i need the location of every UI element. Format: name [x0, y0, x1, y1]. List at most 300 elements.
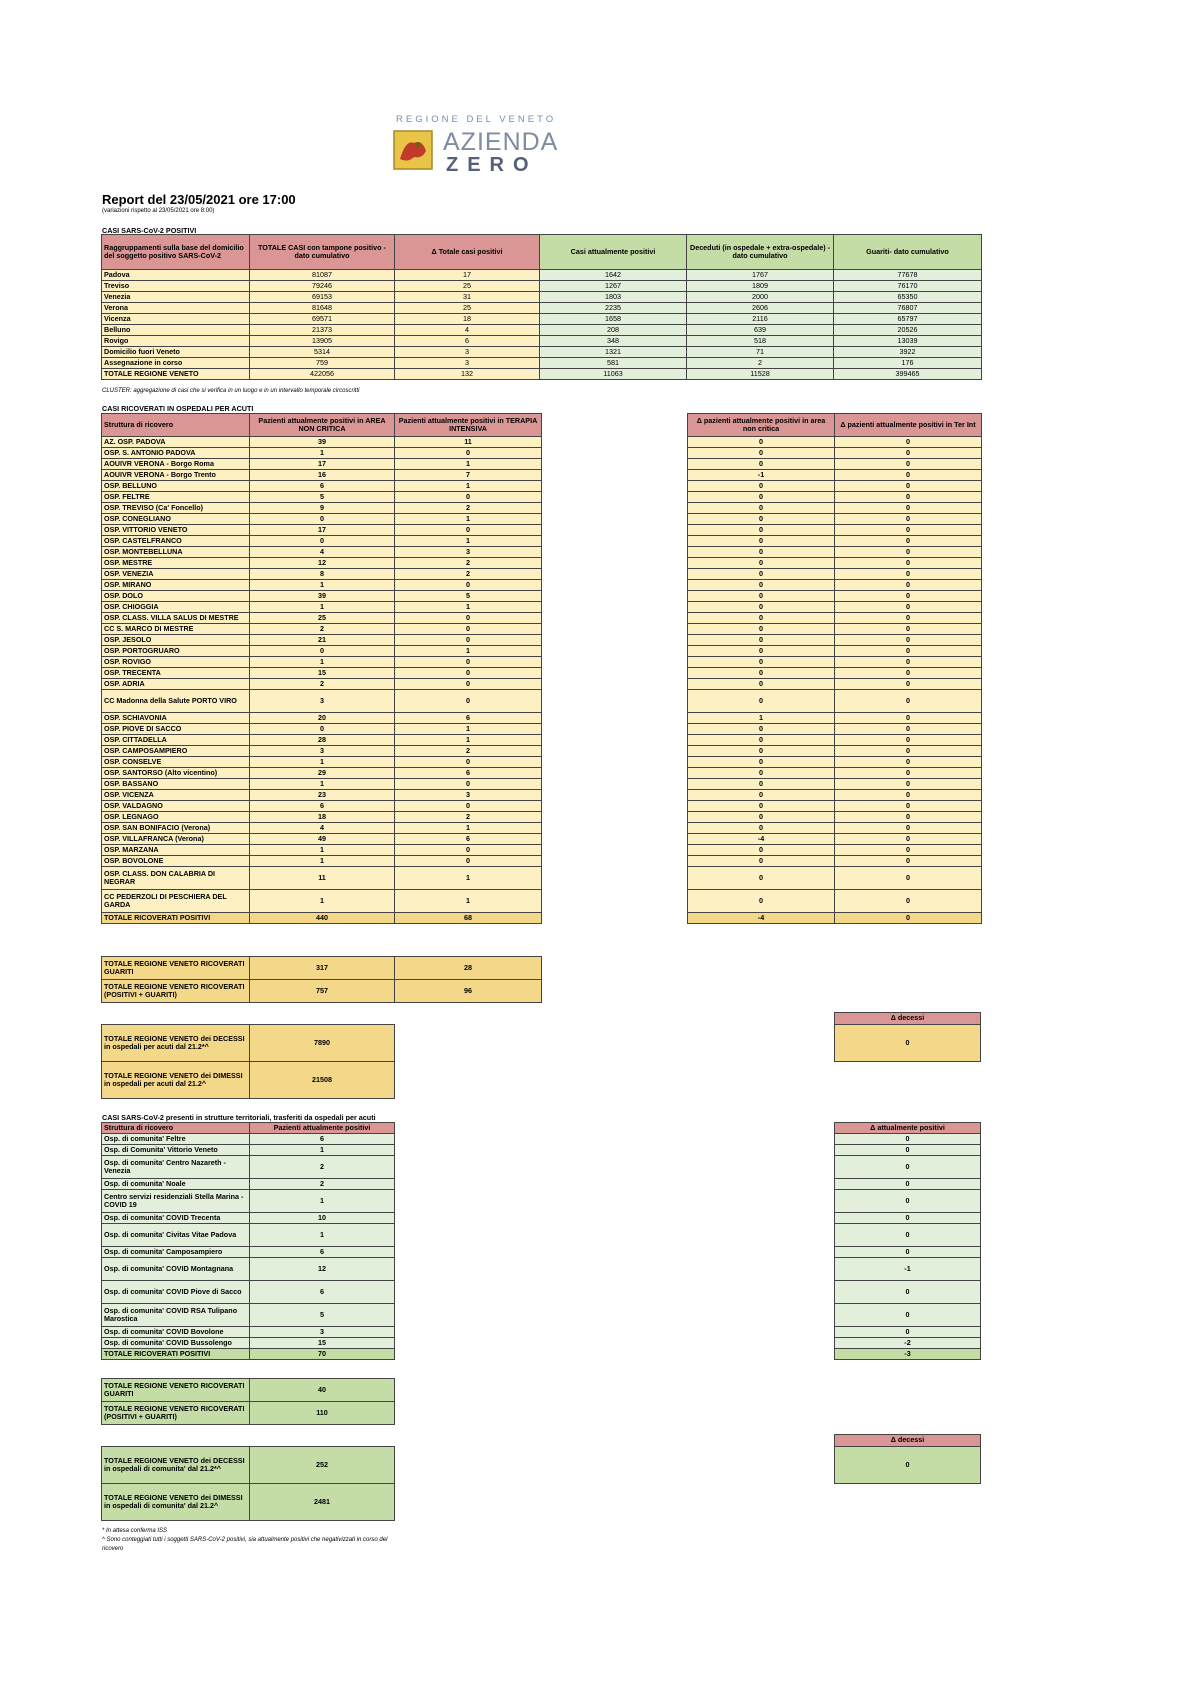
table-row — [102, 845, 542, 856]
cell-value: 348 — [540, 336, 687, 347]
cell-value: 0 — [835, 591, 982, 602]
cell-value: 0 — [688, 867, 835, 890]
cell-value: 3 — [395, 547, 542, 558]
cell-value: 0 — [395, 624, 542, 635]
table-row — [102, 913, 542, 924]
cell-value: 0 — [835, 470, 982, 481]
table-row — [102, 890, 542, 913]
table-row — [688, 525, 982, 536]
table-header-row — [102, 414, 542, 437]
row-label: OSP. SANTORSO (Alto vicentino) — [102, 768, 250, 779]
cell-value: 0 — [835, 856, 982, 867]
table-row — [835, 1281, 981, 1304]
table-row — [688, 613, 982, 624]
table-row — [102, 1179, 395, 1190]
cell-value: 4 — [250, 547, 395, 558]
cell-value: 0 — [835, 713, 982, 724]
cell-value: 12 — [250, 1258, 395, 1281]
table-header-row — [102, 1123, 395, 1134]
cell-value: 3922 — [834, 347, 982, 358]
cell-value: 0 — [250, 536, 395, 547]
cell-value: 3 — [395, 790, 542, 801]
cell-value: 0 — [835, 657, 982, 668]
cell-value: 0 — [835, 1179, 981, 1190]
column-header: Guariti- dato cumulativo — [834, 235, 982, 270]
row-label: OSP. CHIOGGIA — [102, 602, 250, 613]
row-label: OSP. VENEZIA — [102, 569, 250, 580]
cell-value: 0 — [688, 492, 835, 503]
table-row — [102, 801, 542, 812]
table-row — [688, 635, 982, 646]
table-row — [688, 602, 982, 613]
table-row — [102, 724, 542, 735]
cell-value: 2 — [250, 1156, 395, 1179]
cell-value: 1267 — [540, 281, 687, 292]
cell-value: 1 — [395, 459, 542, 470]
cell-value: 0 — [395, 757, 542, 768]
acute-dimessi-value: 21508 — [250, 1062, 395, 1099]
cell-value: 1 — [250, 448, 395, 459]
cell-value: 1767 — [687, 270, 834, 281]
table-row — [102, 768, 542, 779]
cell-value: 0 — [835, 492, 982, 503]
cell-value: 0 — [835, 1281, 981, 1304]
cell-value: 0 — [688, 746, 835, 757]
acute-posguar-ti: 96 — [395, 980, 542, 1003]
cell-value: 23 — [250, 790, 395, 801]
cell-value: 2116 — [687, 314, 834, 325]
cell-value: 1 — [250, 580, 395, 591]
row-label: OSP. LEGNAGO — [102, 812, 250, 823]
cell-value: 15 — [250, 1338, 395, 1349]
row-label: Osp. di comunita' COVID Piove di Sacco — [102, 1281, 250, 1304]
cell-value: 0 — [688, 536, 835, 547]
table-row — [688, 735, 982, 746]
cell-value: 25 — [250, 613, 395, 624]
cell-value: 132 — [395, 369, 540, 380]
cell-value: 1 — [395, 602, 542, 613]
table-row — [102, 448, 542, 459]
acute-posguar-label: TOTALE REGIONE VENETO RICOVERATI (POSITIVI + GUARITI) — [102, 980, 250, 1003]
cell-value: 0 — [688, 790, 835, 801]
cell-value: 0 — [688, 569, 835, 580]
row-label: OSP. VILLAFRANCA (Verona) — [102, 834, 250, 845]
community-decessi-value: 252 — [250, 1447, 395, 1484]
column-header: Δ pazienti attualmente positivi in Ter Int — [835, 414, 982, 437]
row-label: CC PEDERZOLI DI PESCHIERA DEL GARDA — [102, 890, 250, 913]
cell-value: 16 — [250, 470, 395, 481]
table-row — [688, 536, 982, 547]
cell-value: 1 — [250, 856, 395, 867]
row-label: OSP. CASTELFRANCO — [102, 536, 250, 547]
row-label: OSP. CAMPOSAMPIERO — [102, 746, 250, 757]
cell-value: 1 — [395, 735, 542, 746]
row-label: Osp. di comunita' Civitas Vitae Padova — [102, 1224, 250, 1247]
table-row — [835, 1145, 981, 1156]
acute-dimessi-label: TOTALE REGIONE VENETO dei DIMESSI in ospedali per acuti dal 21.2^ — [102, 1062, 250, 1099]
cell-value: 1 — [395, 724, 542, 735]
cell-value: 639 — [687, 325, 834, 336]
cell-value: 0 — [395, 856, 542, 867]
cell-value: 76170 — [834, 281, 982, 292]
cell-value: 0 — [835, 834, 982, 845]
table-row — [688, 514, 982, 525]
table-row — [102, 856, 542, 867]
cell-value: 0 — [835, 913, 982, 924]
table-row — [102, 358, 982, 369]
cell-value: 3 — [250, 690, 395, 713]
table-row — [102, 481, 542, 492]
table-row — [688, 867, 982, 890]
cell-value: 5 — [250, 1304, 395, 1327]
cell-value: 518 — [687, 336, 834, 347]
cell-value: 20 — [250, 713, 395, 724]
cell-value: 1 — [250, 657, 395, 668]
column-header: Δ attualmente positivi — [835, 1123, 981, 1134]
cell-value: 0 — [835, 514, 982, 525]
cell-value: 0 — [835, 1304, 981, 1327]
table-row — [102, 580, 542, 591]
row-label: OSP. S. ANTONIO PADOVA — [102, 448, 250, 459]
cell-value: 440 — [250, 913, 395, 924]
cell-value: 0 — [835, 547, 982, 558]
cell-value: 0 — [835, 448, 982, 459]
table-row — [102, 1338, 395, 1349]
table-row — [102, 503, 542, 514]
cell-value: 3 — [250, 746, 395, 757]
table-row — [102, 834, 542, 845]
cell-value: 5 — [395, 591, 542, 602]
table-row — [102, 325, 982, 336]
cell-value: 0 — [688, 757, 835, 768]
row-label: OSP. BOVOLONE — [102, 856, 250, 867]
cell-value: 29 — [250, 768, 395, 779]
table-row — [835, 1338, 981, 1349]
cell-value: 0 — [688, 635, 835, 646]
community-posguar-label: TOTALE REGIONE VENETO RICOVERATI (POSITIVI + GUARITI) — [102, 1402, 250, 1425]
row-label: OSP. BASSANO — [102, 779, 250, 790]
acute-decessi-label: TOTALE REGIONE VENETO dei DECESSI in ospedali per acuti dal 21.2*^ — [102, 1025, 250, 1062]
table-row — [688, 448, 982, 459]
cell-value: 0 — [688, 580, 835, 591]
cell-value: 9 — [250, 503, 395, 514]
table-row — [835, 1190, 981, 1213]
cell-value: 0 — [688, 613, 835, 624]
row-label: OSP. TRECENTA — [102, 668, 250, 679]
table-row — [102, 735, 542, 746]
cell-value: 18 — [250, 812, 395, 823]
cell-value: 0 — [835, 779, 982, 790]
logo-region: REGIONE DEL VENETO — [396, 114, 557, 125]
cell-value: 1 — [395, 514, 542, 525]
table-row — [102, 812, 542, 823]
row-label: Rovigo — [102, 336, 250, 347]
row-label: OSP. MONTEBELLUNA — [102, 547, 250, 558]
cell-value: 3 — [395, 347, 540, 358]
table-row — [102, 757, 542, 768]
table-row — [102, 569, 542, 580]
cell-value: 8 — [250, 569, 395, 580]
cell-value: 18 — [395, 314, 540, 325]
cell-value: 0 — [688, 646, 835, 657]
cell-value: 0 — [688, 856, 835, 867]
table-row — [688, 624, 982, 635]
table-row — [102, 1213, 395, 1224]
cell-value: 11 — [395, 437, 542, 448]
table-row — [102, 613, 542, 624]
cell-value: 20526 — [834, 325, 982, 336]
column-header: Struttura di ricovero — [102, 1123, 250, 1134]
community-hospitals-delta-table — [834, 1122, 981, 1360]
table-row — [102, 492, 542, 503]
table-row — [102, 657, 542, 668]
cell-value: 21373 — [250, 325, 395, 336]
column-header: Raggruppamenti sulla base del domicilio del soggetto positivo SARS-CoV-2 — [102, 235, 250, 270]
cell-value: 11 — [250, 867, 395, 890]
cell-value: 2 — [395, 558, 542, 569]
cell-value: 0 — [835, 1190, 981, 1213]
page-subtitle: (variazioni rispetto al 23/05/2021 ore 8:00) — [102, 208, 215, 214]
table-row — [688, 790, 982, 801]
cell-value: 0 — [835, 558, 982, 569]
cell-value: 208 — [540, 325, 687, 336]
table-row — [688, 845, 982, 856]
cell-value: 1 — [395, 823, 542, 834]
cell-value: 6 — [395, 336, 540, 347]
row-label: AZ. OSP. PADOVA — [102, 437, 250, 448]
cell-value: 1 — [395, 481, 542, 492]
row-label: OSP. ADRIA — [102, 679, 250, 690]
row-label: OSP. SCHIAVONIA — [102, 713, 250, 724]
cell-value: 0 — [688, 558, 835, 569]
cell-value: 11063 — [540, 369, 687, 380]
cell-value: 0 — [835, 1247, 981, 1258]
row-label: OSP. VITTORIO VENETO — [102, 525, 250, 536]
row-label: Treviso — [102, 281, 250, 292]
row-label: OSP. CONSELVE — [102, 757, 250, 768]
cell-value: 0 — [835, 569, 982, 580]
cell-value: 1 — [395, 536, 542, 547]
cell-value: 0 — [688, 690, 835, 713]
row-label: Venezia — [102, 292, 250, 303]
cell-value: 0 — [835, 867, 982, 890]
cell-value: 3 — [395, 358, 540, 369]
table-row — [102, 1224, 395, 1247]
table-row — [688, 580, 982, 591]
table-row — [102, 470, 542, 481]
acute-hospitals-delta-table — [687, 413, 982, 924]
cell-value: 0 — [688, 768, 835, 779]
table-row — [688, 437, 982, 448]
table-row — [102, 823, 542, 834]
column-header: Pazienti attualmente positivi in AREA NON CRITICA — [250, 414, 395, 437]
cell-value: 0 — [688, 503, 835, 514]
cell-value: 759 — [250, 358, 395, 369]
cell-value: 0 — [250, 646, 395, 657]
footnote-1: * In attesa conferma ISS — [102, 1528, 168, 1534]
row-label: Domicilio fuori Veneto — [102, 347, 250, 358]
cell-value: 0 — [835, 613, 982, 624]
table-row — [688, 801, 982, 812]
table-row — [102, 303, 982, 314]
table-row — [102, 746, 542, 757]
community-decessi-label: TOTALE REGIONE VENETO dei DECESSI in ospedali di comunita' dal 21.2*^ — [102, 1447, 250, 1484]
table-row — [102, 1258, 395, 1281]
cell-value: 1642 — [540, 270, 687, 281]
cell-value: 0 — [688, 624, 835, 635]
row-label: Verona — [102, 303, 250, 314]
cell-value: 399465 — [834, 369, 982, 380]
row-label: Centro servizi residenziali Stella Marina - COVID 19 — [102, 1190, 250, 1213]
acute-delta-decessi-value: 0 — [835, 1025, 981, 1062]
cell-value: 7 — [395, 470, 542, 481]
table-row — [688, 812, 982, 823]
table-row — [102, 624, 542, 635]
row-label: OSP. BELLUNO — [102, 481, 250, 492]
cell-value: 70 — [250, 1349, 395, 1360]
section3-title: CASI SARS-CoV-2 presenti in strutture territoriali, trasferiti da ospedali per acuti — [102, 1113, 376, 1122]
cell-value: 1 — [250, 779, 395, 790]
acute-posguar-nc: 757 — [250, 980, 395, 1003]
row-label: Osp. di comunita' Noale — [102, 1179, 250, 1190]
table-row — [102, 690, 542, 713]
row-label: OSP. CONEGLIANO — [102, 514, 250, 525]
row-label: TOTALE REGIONE VENETO — [102, 369, 250, 380]
table-row — [835, 1304, 981, 1327]
cell-value: 0 — [395, 448, 542, 459]
cell-value: 1658 — [540, 314, 687, 325]
cell-value: 0 — [688, 890, 835, 913]
table-row — [688, 503, 982, 514]
cell-value: 0 — [835, 1224, 981, 1247]
table-row — [688, 779, 982, 790]
table-row — [102, 437, 542, 448]
column-header: Deceduti (in ospedale + extra-ospedale) -dato cumulativo — [687, 235, 834, 270]
cell-value: 0 — [395, 690, 542, 713]
cell-value: 0 — [835, 668, 982, 679]
cell-value: 0 — [835, 790, 982, 801]
cell-value: 0 — [688, 823, 835, 834]
acute-guariti-nc: 317 — [250, 957, 395, 980]
cell-value: 81087 — [250, 270, 395, 281]
cell-value: 76807 — [834, 303, 982, 314]
table-row — [102, 459, 542, 470]
cell-value: 77678 — [834, 270, 982, 281]
cell-value: 4 — [395, 325, 540, 336]
cell-value: 1 — [688, 713, 835, 724]
cell-value: 68 — [395, 913, 542, 924]
cell-value: 0 — [250, 514, 395, 525]
cell-value: 6 — [250, 801, 395, 812]
cell-value: 0 — [835, 602, 982, 613]
cell-value: 0 — [835, 646, 982, 657]
cell-value: 0 — [688, 801, 835, 812]
cell-value: 0 — [395, 845, 542, 856]
cell-value: 69571 — [250, 314, 395, 325]
cell-value: 6 — [250, 1134, 395, 1145]
logo — [392, 114, 559, 176]
row-label: Osp. di comunita' COVID Bussolengo — [102, 1338, 250, 1349]
cell-value: -1 — [835, 1258, 981, 1281]
cell-value: 0 — [835, 481, 982, 492]
table-row — [688, 492, 982, 503]
column-header: Δ pazienti attualmente positivi in area non critica — [688, 414, 835, 437]
column-header: Pazienti attualmente positivi — [250, 1123, 395, 1134]
column-header: Struttura di ricovero — [102, 414, 250, 437]
cell-value: 6 — [395, 768, 542, 779]
cell-value: 0 — [688, 547, 835, 558]
cell-value: 1 — [395, 867, 542, 890]
table-row — [102, 558, 542, 569]
cell-value: 0 — [835, 746, 982, 757]
cell-value: 39 — [250, 591, 395, 602]
table-row — [688, 913, 982, 924]
table-row — [688, 591, 982, 602]
table-row — [688, 890, 982, 913]
cell-value: 2000 — [687, 292, 834, 303]
cell-value: 17 — [395, 270, 540, 281]
table-row — [102, 591, 542, 602]
table-row — [688, 668, 982, 679]
table-row — [688, 757, 982, 768]
cell-value: 0 — [835, 735, 982, 746]
cell-value: 0 — [395, 657, 542, 668]
community-totals-table — [101, 1378, 395, 1425]
cell-value: 0 — [835, 525, 982, 536]
table-header-row — [688, 414, 982, 437]
cell-value: 0 — [688, 724, 835, 735]
cell-value: 0 — [688, 459, 835, 470]
table-row — [835, 1134, 981, 1145]
table-row — [688, 823, 982, 834]
community-guariti-label: TOTALE REGIONE VENETO RICOVERATI GUARITI — [102, 1379, 250, 1402]
cell-value: 17 — [250, 525, 395, 536]
community-posguar-value: 110 — [250, 1402, 395, 1425]
row-label: OSP. MIRANO — [102, 580, 250, 591]
cell-value: 15 — [250, 668, 395, 679]
cell-value: 4 — [250, 823, 395, 834]
table-row — [102, 292, 982, 303]
cell-value: 0 — [835, 580, 982, 591]
community-delta-deaths-table — [834, 1434, 981, 1484]
cell-value: 1809 — [687, 281, 834, 292]
cell-value: 581 — [540, 358, 687, 369]
cell-value: 0 — [688, 679, 835, 690]
cell-value: 0 — [688, 657, 835, 668]
cell-value: 1 — [250, 890, 395, 913]
row-label: CC S. MARCO DI MESTRE — [102, 624, 250, 635]
table-row — [688, 459, 982, 470]
cell-value: 1321 — [540, 347, 687, 358]
cell-value: 176 — [834, 358, 982, 369]
community-hospitals-table — [101, 1122, 395, 1360]
cell-value: 6 — [395, 834, 542, 845]
table-row — [102, 1156, 395, 1179]
cell-value: 1 — [250, 845, 395, 856]
cell-value: 0 — [688, 591, 835, 602]
cell-value: 0 — [688, 668, 835, 679]
footnote-2: ^ Sono conteggiati tutti i soggetti SARS-CoV-2 positivi, sia attualmente positivi che negativizzati in corso del ricovero — [102, 1537, 388, 1552]
table-row — [688, 547, 982, 558]
row-label: AOUIVR VERONA - Borgo Roma — [102, 459, 250, 470]
table-row — [835, 1213, 981, 1224]
row-label: Osp. di Comunita' Vittorio Veneto — [102, 1145, 250, 1156]
row-label: TOTALE RICOVERATI POSITIVI — [102, 913, 250, 924]
row-label: OSP. JESOLO — [102, 635, 250, 646]
table-row — [102, 1281, 395, 1304]
cell-value: 0 — [395, 580, 542, 591]
cell-value: 0 — [835, 890, 982, 913]
